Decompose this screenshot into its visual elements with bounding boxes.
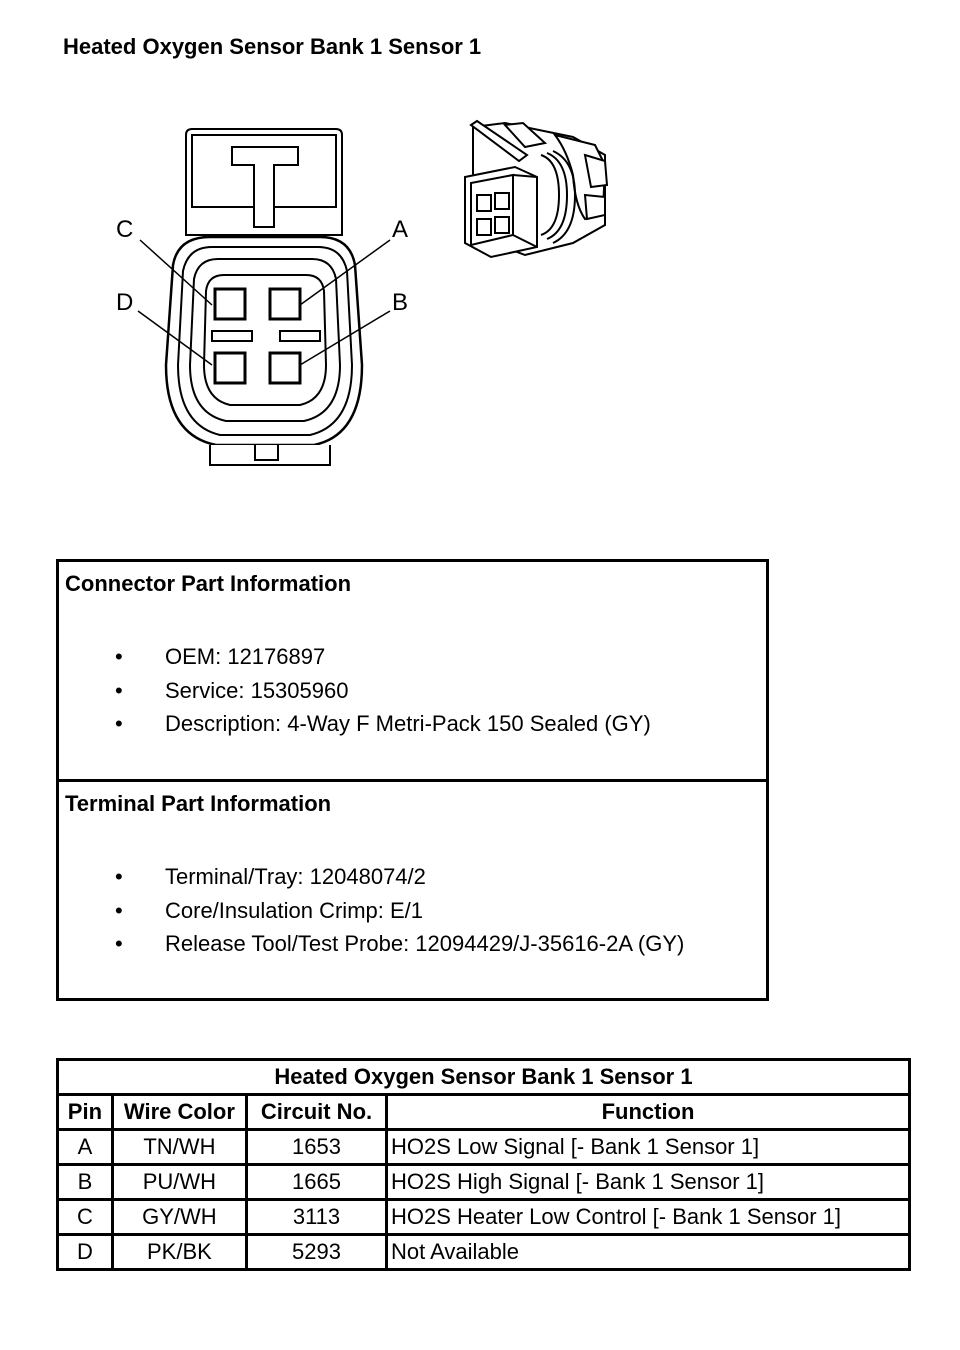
cell-wire-color: TN/WH <box>112 1130 246 1165</box>
table-header-row <box>58 1095 910 1130</box>
cell-pin: D <box>58 1235 113 1270</box>
cell-circuit: 1653 <box>247 1130 387 1165</box>
terminal-release-tool: Release Tool/Test Probe: 12094429/J-35616-2A (GY) <box>165 931 685 956</box>
list-item <box>59 894 684 928</box>
pin-label-d: D <box>116 289 134 316</box>
connector-info-heading: Connector Part Information <box>65 571 352 596</box>
cell-function: Not Available <box>387 1235 910 1270</box>
pin-table <box>56 1058 911 1271</box>
terminal-info-list <box>59 860 684 961</box>
list-item <box>59 860 684 894</box>
header-circuit: Circuit No. <box>247 1095 387 1130</box>
cell-wire-color: GY/WH <box>112 1200 246 1235</box>
terminal-tray: Terminal/Tray: 12048074/2 <box>165 864 426 889</box>
cell-function: HO2S High Signal [- Bank 1 Sensor 1] <box>387 1165 910 1200</box>
list-item <box>59 707 651 741</box>
cell-circuit: 5293 <box>247 1235 387 1270</box>
cell-pin: C <box>58 1200 113 1235</box>
table-title-row <box>58 1060 910 1095</box>
header-function: Function <box>387 1095 910 1130</box>
table-row <box>58 1235 910 1270</box>
table-row <box>58 1200 910 1235</box>
bullet-icon: • <box>115 897 123 923</box>
table-title: Heated Oxygen Sensor Bank 1 Sensor 1 <box>58 1060 910 1095</box>
bullet-icon: • <box>115 931 123 956</box>
terminal-info-heading: Terminal Part Information <box>65 791 332 816</box>
connector-service: Service: 15305960 <box>165 677 349 703</box>
list-item <box>59 674 651 708</box>
connector-isometric-image <box>455 115 615 265</box>
connector-info-list <box>59 640 651 741</box>
pin-label-a: A <box>392 216 409 243</box>
cell-function: HO2S Low Signal [- Bank 1 Sensor 1] <box>387 1130 910 1165</box>
pin-label-c: C <box>116 216 134 243</box>
table-row <box>58 1130 910 1165</box>
bullet-icon: • <box>115 677 123 703</box>
bullet-icon: • <box>115 644 123 669</box>
header-wire-color: Wire Color <box>112 1095 246 1130</box>
cell-circuit: 3113 <box>247 1200 387 1235</box>
bullet-icon: • <box>115 864 123 889</box>
list-item <box>59 640 651 674</box>
pin-label-b: B <box>392 289 409 316</box>
cell-circuit: 1665 <box>247 1165 387 1200</box>
connector-oem: OEM: 12176897 <box>165 644 326 669</box>
terminal-crimp: Core/Insulation Crimp: E/1 <box>165 897 423 923</box>
table-row <box>58 1165 910 1200</box>
connector-face-diagram <box>100 115 430 475</box>
cell-function: HO2S Heater Low Control [- Bank 1 Sensor 1] <box>387 1200 910 1235</box>
connector-part-info <box>59 562 766 782</box>
cell-pin: A <box>58 1130 113 1165</box>
list-item <box>59 927 684 961</box>
cell-wire-color: PU/WH <box>112 1165 246 1200</box>
header-pin: Pin <box>58 1095 113 1130</box>
bullet-icon: • <box>115 711 123 736</box>
part-info-box <box>56 559 769 1001</box>
cell-pin: B <box>58 1165 113 1200</box>
terminal-part-info <box>59 782 766 998</box>
connector-description: Description: 4-Way F Metri-Pack 150 Sealed (GY) <box>165 711 651 736</box>
cell-wire-color: PK/BK <box>112 1235 246 1270</box>
page-title: Heated Oxygen Sensor Bank 1 Sensor 1 <box>63 34 482 59</box>
